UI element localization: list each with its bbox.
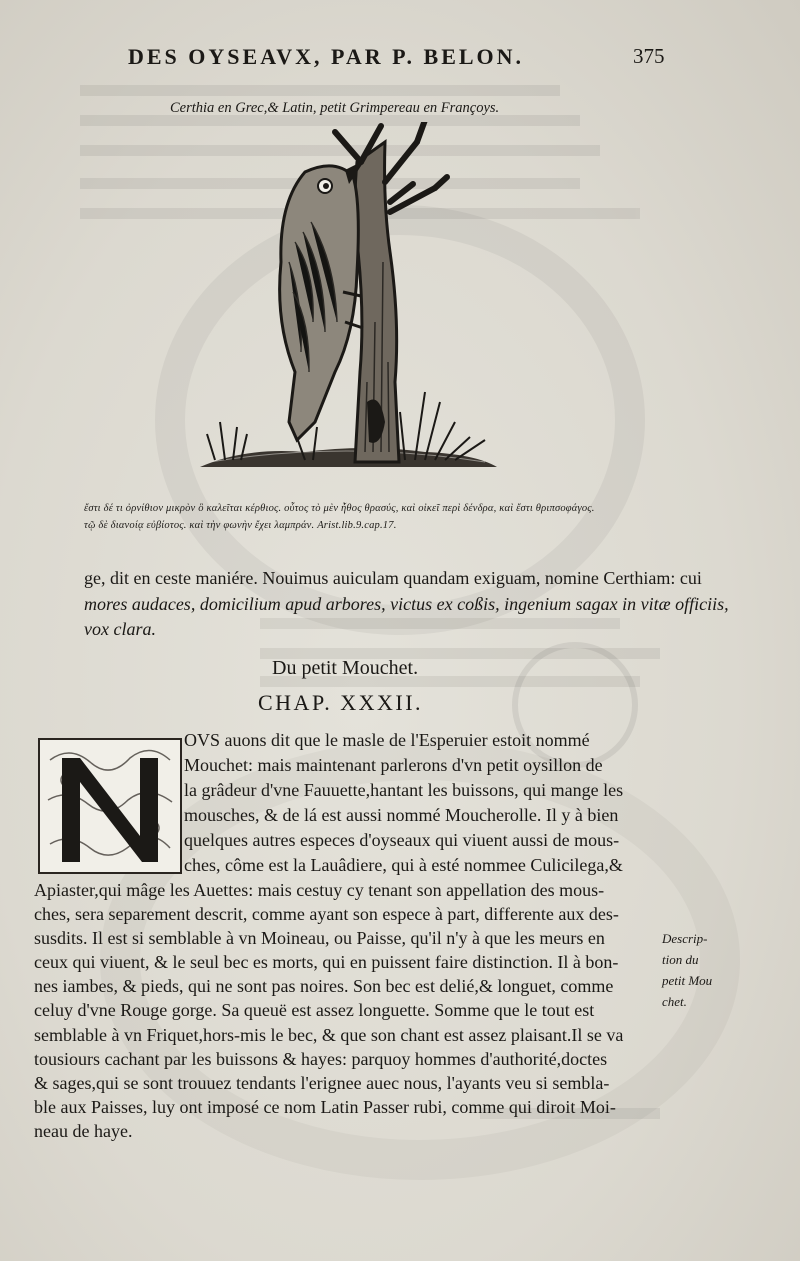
margin-note-line: Descrip- — [662, 931, 708, 946]
chapter-title: CHAP. XXXII. — [258, 690, 424, 715]
greek-line: τῷ δὲ διανοίᾳ εὐβίοτος. καὶ τὴν φωνὴν ἔχει λαμπράν. Arist.lib.9.cap.17. — [84, 520, 397, 531]
body-line: mousches, & de lá est aussi nommé Moucherolle. Il y à bien — [184, 805, 619, 825]
body-line: Apiaster,qui mâge les Auettes: mais cestuy cy tenant son appellation des mous- — [34, 880, 605, 900]
margin-note-line: petit Mou — [662, 973, 713, 988]
margin-note — [662, 928, 752, 1012]
body-line: ceux qui viuent, & le seul bec es morts, qui en puissent faire distinction. Il à bon- — [34, 952, 619, 973]
treecreeper-woodcut-illustration — [185, 122, 505, 482]
body-line: celuy d'vne Rouge gorge. Sa queuë est assez longuette. Somme que le tout est — [34, 1000, 595, 1021]
body-line: la grâdeur d'vne Fauuette,hantant les buissons, qui mange les — [184, 780, 624, 800]
body-line: ches, côme est la Lauâdiere, qui à esté nommee Culicilega,& — [184, 855, 623, 875]
body-line: neau de haye. — [34, 1120, 133, 1141]
latin-line: vox clara. — [84, 619, 156, 639]
decorated-initial — [38, 738, 182, 874]
body-line: tousiours cachant par les buissons & hayes: parquoy hommes d'authorité,doctes — [34, 1048, 608, 1069]
greek-quotation — [84, 500, 644, 534]
latin-line: mores audaces, domicilium apud arbores, victus ex coßis, ingenium sagax in vitæ officiis, — [84, 593, 729, 614]
latin-paragraph — [84, 566, 729, 643]
greek-line: ἔστι δέ τι ὀρνίθιον μικρὸν ὃ καλεῖται κέρθιος. οὗτος τὸ μὲν ἦθος θρασύς, καὶ οἰκεῖ περὶ δένδρα, καὶ ἔστι θριπσοφάγος. — [84, 503, 595, 514]
body-line: OVS auons dit que le masle de l'Esperuier estoit nommé — [184, 730, 590, 750]
page-number: 375 — [633, 44, 665, 68]
latin-line: ge, dit en ceste maniére. Nouimus auiculam quandam exiguam, nomine Certhiam: cui — [84, 568, 702, 588]
body-line: ches, sera separement descrit, comme ayant son espece à part, differente aux des- — [34, 904, 619, 925]
chapter-body-continued — [34, 878, 664, 1143]
figure-caption: Certhia en Grec,& Latin, petit Grimpereau en Françoys. — [170, 100, 500, 116]
chapter-body-opening — [184, 728, 664, 878]
chapter-subtitle: Du petit Mouchet. — [272, 657, 419, 679]
body-line: & sages,qui se sont trouuez tendants l'erignee auec nous, l'ayants veu si sembla- — [34, 1072, 610, 1093]
running-head: DES OYSEAVX, PAR P. BELON. — [128, 44, 525, 69]
initial-n-ornament — [40, 740, 180, 872]
margin-note-line: tion du — [662, 952, 699, 967]
body-line: semblable à vn Friquet,hors-mis le bec, & que son chant est assez plaisant.Il se va — [34, 1024, 624, 1045]
body-line: ble aux Paisses, luy ont imposé ce nom Latin Passer rubi, comme qui diroit Moi- — [34, 1096, 616, 1117]
body-line: susdits. Il est si semblable à vn Moineau, ou Paisse, qu'il n'y à que les meurs en — [34, 928, 605, 949]
margin-note-line: chet. — [662, 994, 687, 1009]
body-line: Mouchet: mais maintenant parlerons d'vn petit oysillon de — [184, 755, 603, 775]
body-line: nes iambes, & pieds, qui ne sont pas noires. Son bec est delié,& longuet, comme — [34, 976, 614, 997]
body-line: quelques autres especes d'oyseaux qui viuent aussi de mous- — [184, 830, 620, 850]
